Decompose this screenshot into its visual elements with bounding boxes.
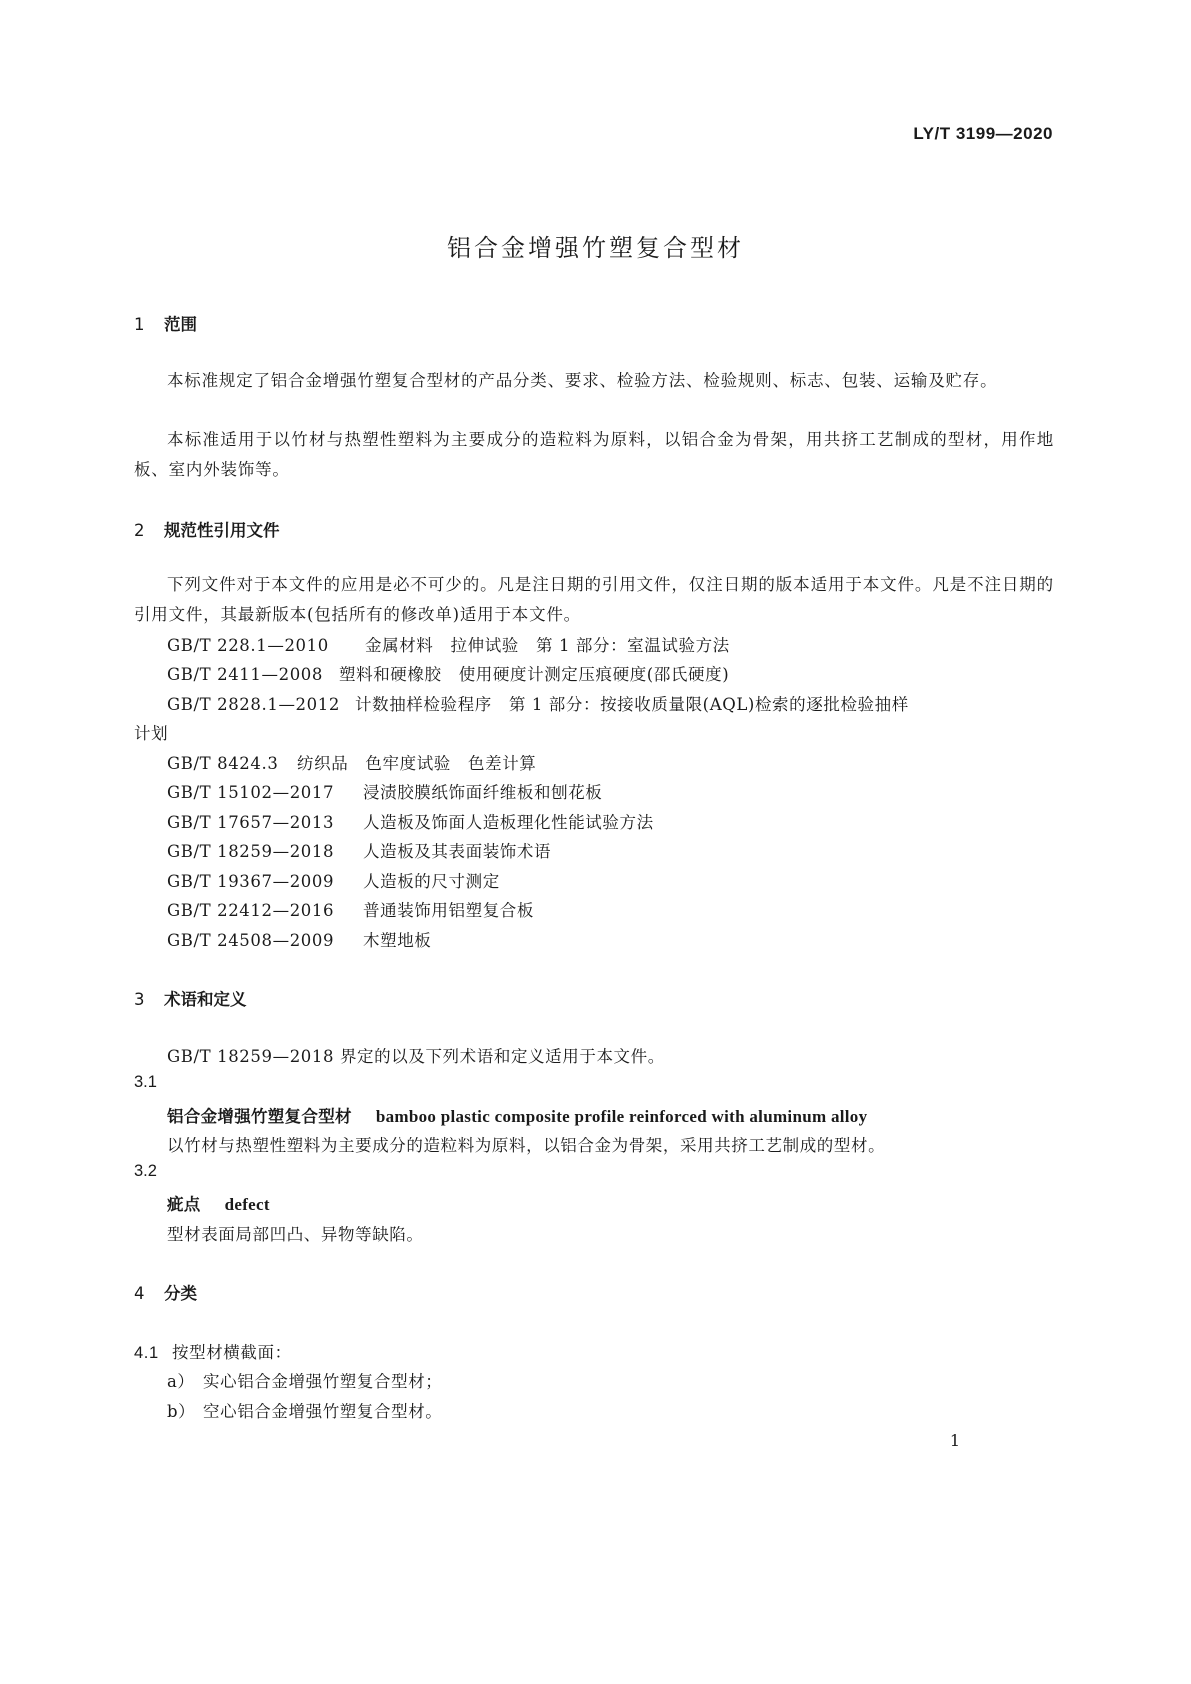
section-title: 范围 [164,315,197,334]
scope-paragraph-1: 本标准规定了铝合金增强竹塑复合型材的产品分类、要求、检验方法、检验规则、标志、包装、运输及贮存。 [167,371,998,390]
reference-title: 人造板及饰面人造板理化性能试验方法 [363,813,654,832]
section-heading-scope [134,311,197,335]
reference-code: GB/T 18259—2018 [167,842,335,861]
list-label: a） [167,1372,195,1391]
reference-code: GB/T 15102—2017 [167,783,335,802]
section-title: 分类 [164,1284,197,1303]
list-label: b） [167,1402,196,1421]
term-english: bamboo plastic composite profile reinforced with aluminum alloy [375,1107,868,1126]
document-title: 铝合金增强竹塑复合型材 [447,234,744,262]
reference-code: GB/T 8424.3 [167,754,279,773]
reference-title: 塑料和硬橡胶 使用硬度计测定压痕硬度(邵氏硬度) [339,665,730,684]
term-heading [167,1103,867,1127]
section-title: 规范性引用文件 [164,521,280,540]
reference-item [167,838,551,862]
page-number: 1 [949,1431,960,1450]
reference-item [167,868,500,892]
reference-item [167,750,536,774]
reference-code: GB/T 24508—2009 [167,931,335,950]
reference-item [167,691,909,715]
clause-text: 按型材横截面： [172,1343,292,1362]
reference-item [167,779,602,803]
term-english: defect [224,1195,270,1214]
reference-item [167,809,654,833]
reference-title: 金属材料 拉伸试验 第 1 部分：室温试验方法 [365,636,730,655]
reference-code: GB/T 2411—2008 [167,665,323,684]
reference-title: 人造板的尺寸测定 [363,872,500,891]
term-number: 3.1 [134,1073,157,1091]
terms-intro: GB/T 18259—2018 界定的以及下列术语和定义适用于本文件。 [167,1047,665,1066]
reference-code: GB/T 22412—2016 [167,901,335,920]
section-heading-references [134,517,280,541]
reference-item [167,632,730,656]
reference-title: 人造板及其表面装饰术语 [363,842,552,861]
term-definition: 以竹材与热塑性塑料为主要成分的造粒料为原料，以铝合金为骨架，采用共挤工艺制成的型材。 [167,1136,886,1155]
reference-code: GB/T 228.1—2010 [167,636,329,655]
section-number: 3 [134,990,145,1009]
term-chinese: 铝合金增强竹塑复合型材 [167,1107,352,1126]
reference-code: GB/T 19367—2009 [167,872,335,891]
term-heading [167,1191,270,1215]
reference-item [167,897,534,921]
section-heading-classification [134,1280,197,1304]
term-number: 3.2 [134,1162,157,1180]
list-text: 空心铝合金增强竹塑复合型材。 [203,1402,443,1421]
reference-title-continuation: 计划 [134,724,169,743]
reference-title: 纺织品 色牢度试验 色差计算 [297,754,537,773]
reference-code: GB/T 2828.1—2012 [167,695,340,714]
term-chinese: 疵点 [167,1195,201,1214]
list-text: 实心铝合金增强竹塑复合型材； [203,1372,443,1391]
reference-item [167,661,729,685]
clause-number: 4.1 [134,1344,159,1362]
section-number: 2 [134,521,145,540]
section-heading-terms [134,986,247,1010]
reference-code: GB/T 17657—2013 [167,813,335,832]
reference-item [167,927,431,951]
list-item-b [167,1398,442,1422]
reference-title: 普通装饰用铝塑复合板 [363,901,534,920]
scope-paragraph-2: 本标准适用于以竹材与热塑性塑料为主要成分的造粒料为原料，以铝合金为骨架，用共挤工艺制成的型材，用作地板、室内外装饰等。 [134,430,1054,479]
reference-title: 浸渍胶膜纸饰面纤维板和刨花板 [363,783,603,802]
reference-title: 木塑地板 [363,931,432,950]
document-code: LY/T 3199—2020 [913,124,1053,143]
list-item-a [167,1368,442,1392]
reference-title: 计数抽样检验程序 第 1 部分：按接收质量限(AQL)检索的逐批检验抽样 [355,695,909,714]
section-number: 1 [134,315,145,334]
section-number: 4 [134,1284,145,1303]
term-definition: 型材表面局部凹凸、异物等缺陷。 [167,1225,424,1244]
references-intro: 下列文件对于本文件的应用是必不可少的。凡是注日期的引用文件，仅注日期的版本适用于本文件。凡是不注日期的引用文件，其最新版本(包括所有的修改单)适用于本文件。 [134,575,1054,624]
section-title: 术语和定义 [164,990,247,1009]
clause-4-1 [134,1339,292,1363]
